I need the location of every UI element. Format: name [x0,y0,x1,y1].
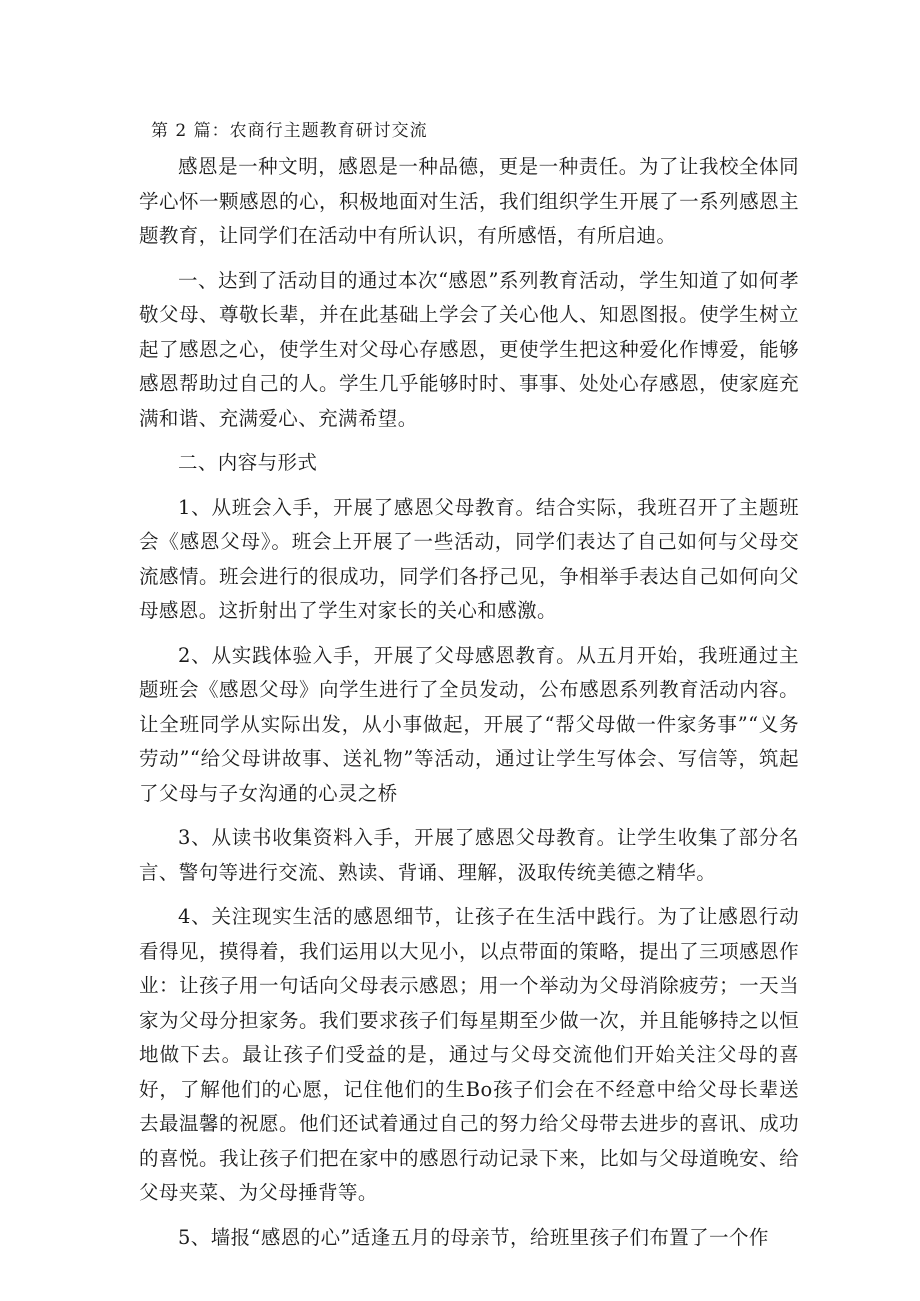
paragraph-item-1: 1、从班会入手，开展了感恩父母教育。结合实际，我班召开了主题班会《感恩父母》。班会上开展了一些活动，同学们表达了自己如何与父母交流感情。班会进行的很成功，同学们各抒己见，争相举手表达自己如何向父母感恩。这折射出了学生对家长的关心和感激。 [139,495,799,622]
paragraph-item-2: 2、从实践体验入手，开展了父母感恩教育。从五月开始，我班通过主题班会《感恩父母》向学生进行了全员发动，公布感恩系列教育活动内容。让全班同学从实际出发，从小事做起，开展了“帮父母做一件家务事”“义务劳动”“给父母讲故事、送礼物”等活动，通过让学生写体会、写信等，筑起了父母与子女沟通的心灵之桥 [139,643,799,805]
section-heading-content-form: 二、内容与形式 [178,451,318,474]
paragraph-item-5: 5、墙报“感恩的心”适逢五月的母亲节，给班里孩子们布置了一个作 [178,1225,769,1249]
paragraph-item-3: 3、从读书收集资料入手，开展了感恩父母教育。让学生收集了部分名言、警句等进行交流、熟读、背诵、理解，汲取传统美德之精华。 [139,826,799,884]
document-body [139,116,799,1255]
paragraph-intro: 感恩是一种文明，感恩是一种品德，更是一种责任。为了让我校全体同学心怀一颗感恩的心，积极地面对生活，我们组织学生开展了一系列感恩主题教育，让同学们在活动中有所认识，有所感悟，有所启迪。 [139,155,799,247]
paragraph-item-4: 4、关注现实生活的感恩细节，让孩子在生活中践行。为了让感恩行动看得见，摸得着，我们运用以大见小，以点带面的策略，提出了三项感恩作业：让孩子用一句话向父母表示感恩；用一个举动为父母消除疲劳；一天当家为父母分担家务。我们要求孩子们每星期至少做一次，并且能够持之以恒地做下去。最让孩子们受益的是，通过与父母交流他们开始关注父母的喜好，了解他们的心愿，记住他们的生Bo孩子们会在不经意中给父母长辈送去最温馨的祝愿。他们还试着通过自己的努力给父母带去进步的喜讯、成功的喜悦。我让孩子们把在家中的感恩行动记录下来，比如与父母道晚安、给父母夹菜、为父母捶背等。 [139,905,799,1204]
document-title: 第 2 篇：农商行主题教育研讨交流 [151,121,428,141]
paragraph-section-1: 一、达到了活动目的通过本次“感恩”系列教育活动，学生知道了如何孝敬父母、尊敬长辈，并在此基础上学会了关心他人、知恩图报。使学生树立起了感恩之心，使学生对父母心存感恩，更使学生把这种爱化作博爱，能够感恩帮助过自己的人。学生几乎能够时时、事事、处处心存感恩，使家庭充满和谐、充满爱心、充满希望。 [139,268,799,430]
